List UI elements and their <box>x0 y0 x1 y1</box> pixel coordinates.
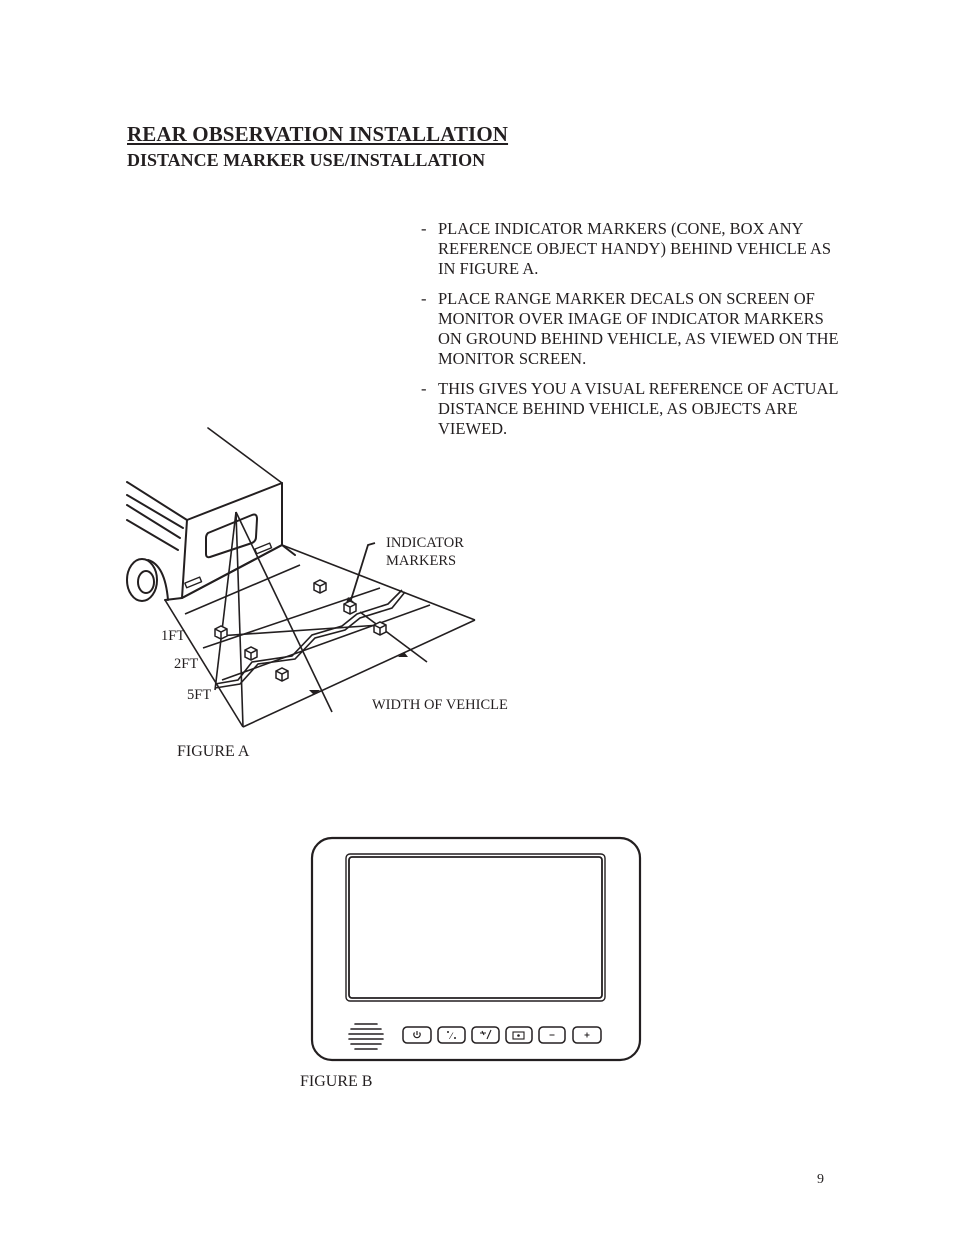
page-number: 9 <box>817 1172 824 1187</box>
instruction-list <box>420 219 840 449</box>
figure-a-caption: FIGURE A <box>177 743 250 760</box>
bullet-dash: - <box>421 289 427 308</box>
distance-label-1ft: 1FT <box>161 628 186 644</box>
picture-button[interactable] <box>506 1027 532 1043</box>
monitor-button-row <box>400 1024 605 1048</box>
minus-button[interactable] <box>539 1027 565 1043</box>
width-of-vehicle-label: WIDTH OF VEHICLE <box>372 697 508 713</box>
instruction-item <box>420 289 840 369</box>
av-button[interactable] <box>438 1027 465 1043</box>
instruction-text: THIS GIVES YOU A VISUAL REFERENCE OF ACTUAL DISTANCE BEHIND VEHICLE, AS OBJECTS ARE VIEWED. <box>438 379 838 438</box>
bullet-dash: - <box>421 219 427 238</box>
indicator-markers-label-line1: INDICATOR <box>386 535 464 551</box>
page-title: REAR OBSERVATION INSTALLATION <box>127 122 509 146</box>
plus-button[interactable] <box>573 1027 601 1043</box>
instruction-text: PLACE INDICATOR MARKERS (CONE, BOX ANY REFERENCE OBJECT HANDY) BEHIND VEHICLE AS IN FIGURE A. <box>438 219 832 278</box>
brightness-button[interactable] <box>472 1027 499 1043</box>
speaker-grille <box>349 1024 383 1049</box>
figure-a-diagram <box>120 420 500 740</box>
bullet-dash: - <box>421 379 427 398</box>
power-button[interactable] <box>403 1027 431 1043</box>
section-subtitle: DISTANCE MARKER USE/INSTALLATION <box>127 150 486 170</box>
instruction-item <box>420 219 840 279</box>
distance-label-2ft: 2FT <box>174 656 199 672</box>
distance-label-5ft: 5FT <box>187 687 212 703</box>
indicator-markers-label-line2: MARKERS <box>386 553 457 569</box>
figure-b-caption: FIGURE B <box>300 1073 373 1090</box>
av-toggle-icon: ⁄ <box>450 1031 453 1041</box>
instruction-text: PLACE RANGE MARKER DECALS ON SCREEN OF MONITOR OVER IMAGE OF INDICATOR MARKERS ON GROUND BEHIND VEHICLE, AS VIEWED ON THE MONITOR SCREEN. <box>438 289 839 368</box>
